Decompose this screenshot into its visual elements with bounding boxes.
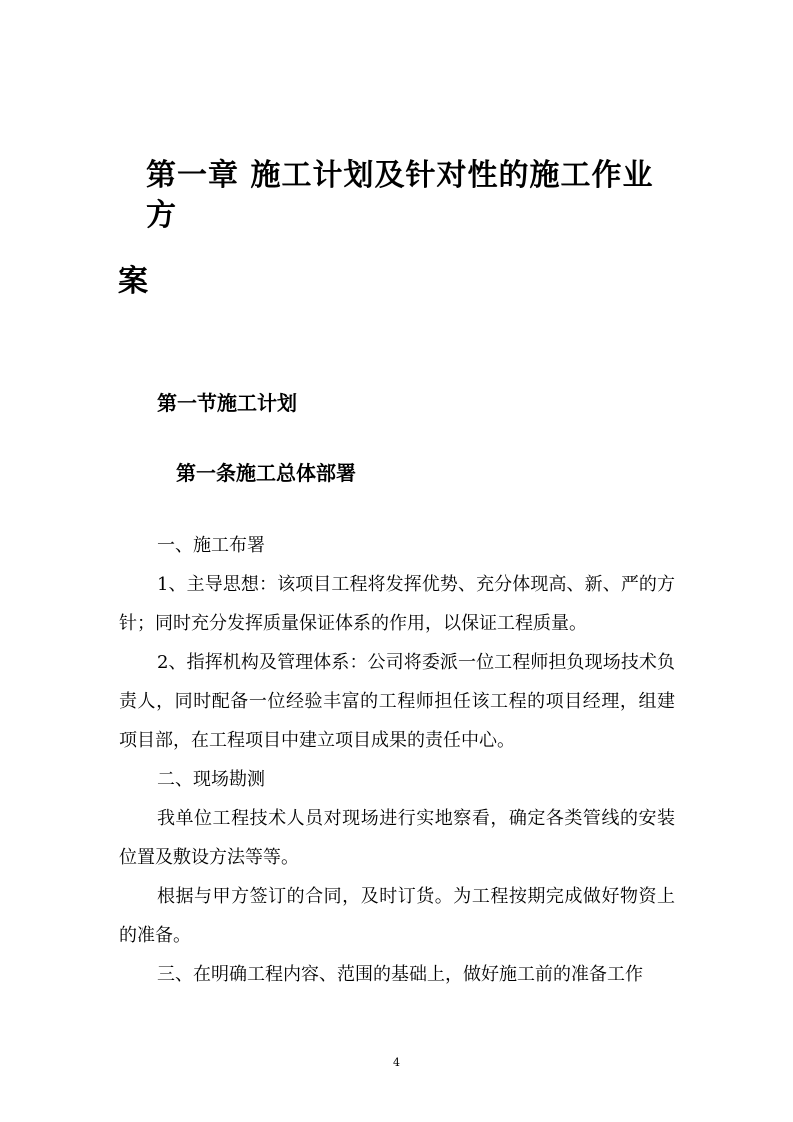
heading-construction-layout: 一、施工布署 (157, 535, 265, 556)
chapter-title (118, 156, 678, 302)
paragraph-guiding-idea: 1、主导思想：该项目工程将发挥优势、充分体现高、新、严的方针；同时充分发挥质量保证体系的作用，以保证工程质量。 (119, 574, 675, 634)
chapter-title-line-2: 案 (118, 264, 149, 299)
paragraph-ordering: 根据与甲方签订的合同，及时订货。为工程按期完成做好物资上的准备。 (119, 886, 675, 946)
heading-site-survey: 二、现场勘测 (157, 769, 265, 790)
paragraph-site-inspection: 我单位工程技术人员对现场进行实地察看，确定各类管线的安装位置及敷设方法等等。 (119, 808, 675, 868)
body-text (119, 526, 675, 994)
heading-preparation-work: 三、在明确工程内容、范围的基础上，做好施工前的准备工作 (157, 964, 643, 985)
paragraph-command-structure: 2、指挥机构及管理体系：公司将委派一位工程师担负现场技术负责人，同时配备一位经验丰富的工程师担任该工程的项目经理，组建项目部，在工程项目中建立项目成果的责任中心。 (119, 652, 675, 751)
page-number: 4 (393, 1056, 400, 1069)
section-title: 第一节施工计划 (157, 391, 297, 415)
chapter-title-line-1: 第一章 施工计划及针对性的施工作业方 (146, 158, 654, 233)
article-title: 第一条施工总体部署 (176, 461, 356, 485)
